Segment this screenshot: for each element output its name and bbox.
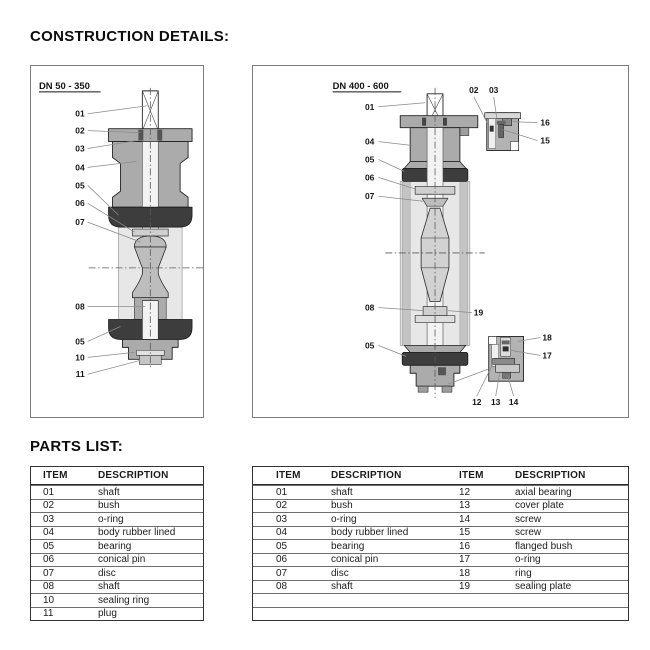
callout-05b: 05 [75, 336, 85, 347]
foot-right-shape [442, 386, 452, 392]
callout-06: 06 [75, 198, 85, 209]
item-cell: 12 [459, 486, 471, 498]
callout-05: 05 [75, 180, 85, 191]
table-row [31, 499, 203, 513]
description-header: DESCRIPTION [98, 470, 169, 481]
table-row [31, 526, 203, 540]
description-cell: shaft [331, 486, 353, 498]
notch-shape [511, 142, 519, 151]
table-row [31, 539, 203, 553]
callout-01: 01 [75, 108, 85, 119]
callout-03: 03 [75, 143, 85, 154]
callout-17: 17 [542, 350, 552, 361]
item-cell: 14 [459, 513, 471, 525]
o-ring-shape [157, 130, 162, 141]
o-ring-shape [503, 346, 509, 351]
description-cell: disc [98, 567, 116, 579]
description-cell: conical pin [331, 554, 379, 566]
bush-shape [422, 118, 426, 126]
variant-label: DN 400 - 600 [332, 80, 389, 92]
cover-plate-shape [485, 113, 521, 119]
callout-08: 08 [364, 302, 375, 313]
table-row [253, 512, 628, 526]
valve-cross-section [385, 88, 484, 398]
table-row-empty [253, 593, 628, 607]
description-header: DESCRIPTION [515, 470, 586, 481]
description-cell: body rubber lined [331, 527, 409, 539]
bottom-plug-shape [438, 367, 446, 375]
description-cell: o-ring [98, 513, 124, 525]
table-row [31, 580, 203, 594]
callout-14: 14 [508, 397, 519, 408]
notch-shape [489, 336, 497, 344]
description-cell: shaft [98, 581, 120, 593]
table-row [31, 512, 203, 526]
screw-shape [503, 372, 511, 378]
variant-label: DN 50 - 350 [38, 80, 90, 92]
item-cell: 06 [276, 554, 288, 566]
bush-shape [138, 130, 143, 141]
description-cell: body rubber lined [98, 527, 176, 539]
top-flange-shape [400, 116, 478, 128]
callout-11: 11 [75, 369, 85, 380]
description-cell: sealing ring [98, 594, 150, 606]
item-cell: 19 [459, 581, 471, 593]
item-cell: 03 [276, 513, 288, 525]
description-cell: bearing [331, 540, 365, 552]
item-cell: 04 [276, 527, 288, 539]
callout-18: 18 [542, 332, 552, 343]
description-cell: bush [331, 500, 353, 512]
o-ring-shape [443, 118, 447, 126]
item-cell: 10 [43, 594, 55, 606]
callout-19: 19 [473, 307, 484, 318]
description-header: DESCRIPTION [331, 470, 402, 481]
table-row [253, 553, 628, 567]
callout-04: 04 [75, 162, 85, 173]
item-cell: 13 [459, 500, 471, 512]
item-cell: 05 [43, 540, 55, 552]
callout-16: 16 [540, 117, 550, 128]
item-cell: 17 [459, 554, 471, 566]
description-cell: o-ring [331, 513, 357, 525]
item-cell: 05 [276, 540, 288, 552]
callout-02: 02 [75, 125, 85, 136]
diagram-panel-dn400-600 [252, 65, 629, 418]
callout-02: 02 [469, 84, 479, 95]
table-row [253, 499, 628, 513]
table-row [31, 593, 203, 607]
item-cell: 02 [43, 500, 55, 512]
ring-shape [502, 340, 510, 344]
callout-01: 01 [364, 101, 375, 112]
table-header-row [253, 467, 628, 485]
table-row [253, 526, 628, 540]
item-header: ITEM [43, 470, 68, 481]
cover-plate-shape [496, 364, 520, 372]
description-cell: shaft [98, 486, 120, 498]
table-row [31, 485, 203, 499]
callout-06: 06 [364, 172, 375, 183]
item-cell: 06 [43, 554, 55, 566]
foot-left-shape [418, 386, 428, 392]
valve-section-drawing-dn50-350 [31, 66, 203, 417]
table-header-row [31, 467, 203, 485]
item-cell: 08 [276, 581, 288, 593]
shaft-channel-shape [489, 119, 496, 149]
description-cell: plug [98, 608, 117, 620]
callout-04: 04 [364, 136, 375, 147]
callout-07: 07 [75, 217, 85, 228]
table-row [253, 580, 628, 594]
parts-table-dn400-600 [252, 466, 629, 621]
description-cell: flanged bush [515, 540, 573, 552]
item-cell: 07 [276, 567, 288, 579]
construction-details-title: CONSTRUCTION DETAILS: [30, 28, 230, 45]
callout-12: 12 [472, 397, 482, 408]
description-cell: screw [515, 513, 542, 525]
description-cell: bush [98, 500, 120, 512]
table-row [253, 539, 628, 553]
detail-top-bearing [485, 113, 521, 151]
callout-03: 03 [489, 84, 499, 95]
body-liner-left-shape [402, 181, 410, 345]
item-header: ITEM [276, 470, 301, 481]
description-cell: cover plate [515, 500, 564, 512]
item-cell: 03 [43, 513, 55, 525]
table-row-empty [253, 607, 628, 621]
description-cell: ring [515, 567, 532, 579]
table-row [31, 566, 203, 580]
callout-13: 13 [490, 397, 501, 408]
description-cell: screw [515, 527, 542, 539]
callout-10: 10 [75, 352, 85, 363]
item-cell: 01 [43, 486, 55, 498]
callout-08: 08 [75, 301, 85, 312]
callout-07: 07 [364, 191, 375, 202]
item-cell: 01 [276, 486, 288, 498]
item-cell: 04 [43, 527, 55, 539]
axial-bearing-shape [493, 358, 515, 364]
description-cell: sealing plate [515, 581, 572, 593]
valve-section-drawing-dn400-600 [253, 66, 628, 417]
item-cell: 15 [459, 527, 471, 539]
description-cell: shaft [331, 581, 353, 593]
table-row [31, 553, 203, 567]
parts-table-dn50-350 [30, 466, 204, 621]
screw-shape [499, 125, 504, 138]
table-row [253, 485, 628, 499]
table-row [31, 607, 203, 621]
item-cell: 16 [459, 540, 471, 552]
item-cell: 07 [43, 567, 55, 579]
item-cell: 02 [276, 500, 288, 512]
item-cell: 08 [43, 581, 55, 593]
table-row [253, 566, 628, 580]
bush-shape [490, 126, 494, 132]
description-cell: conical pin [98, 554, 146, 566]
description-cell: bearing [98, 540, 132, 552]
detail-bottom-bearing [489, 336, 524, 381]
callout-15: 15 [540, 135, 550, 146]
body-liner-right-shape [460, 181, 468, 345]
description-cell: o-ring [515, 554, 541, 566]
description-cell: axial bearing [515, 486, 572, 498]
callout-05: 05 [364, 154, 375, 165]
parts-list-title: PARTS LIST: [30, 438, 124, 455]
callout-05b: 05 [364, 340, 375, 351]
screw-head-shape [497, 121, 506, 125]
item-cell: 18 [459, 567, 471, 579]
item-header: ITEM [459, 470, 484, 481]
diagram-panel-dn50-350 [30, 65, 204, 418]
description-cell: disc [331, 567, 349, 579]
callout-labels [75, 109, 85, 379]
item-cell: 11 [43, 608, 54, 620]
